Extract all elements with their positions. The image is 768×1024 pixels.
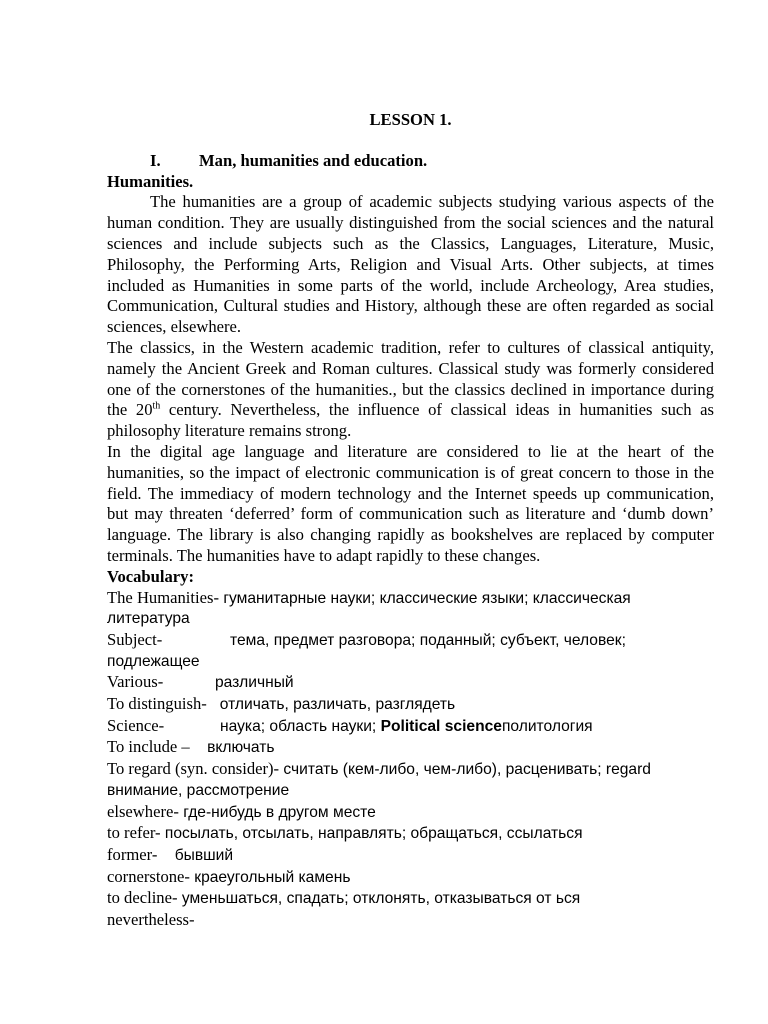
vocab-term: elsewhere- [107, 801, 179, 821]
vocab-item [107, 694, 714, 716]
vocab-term: nevertheless- [107, 910, 195, 930]
vocab-item [107, 737, 714, 759]
vocab-term: to decline- [107, 888, 178, 908]
vocab-item [107, 672, 714, 694]
document-page [107, 110, 714, 932]
vocab-term: former- [107, 844, 158, 864]
paragraph-2-text-end: century. Nevertheless, the influence of classical ideas in humanities such as philosophy literature remains strong. [107, 400, 714, 441]
section-heading [107, 151, 714, 172]
vocab-term: To distinguish- [107, 694, 207, 714]
vocab-term: The Humanities- [107, 587, 219, 607]
vocab-definition: отличать, различать, разглядеть [219, 696, 456, 714]
humanities-heading: Humanities. [107, 171, 194, 191]
vocab-definition: тема, предмет разговора; поданный; субъект, человек; подлежащее [107, 631, 626, 670]
lesson-title: LESSON 1. [369, 110, 452, 129]
vocab-definition: краеугольный камень [189, 868, 351, 886]
vocabulary-title: Vocabulary: [107, 566, 194, 586]
vocab-item [107, 759, 714, 801]
vocab-definition: посылать, отсылать, направлять; обращаться, ссылаться [160, 825, 583, 843]
vocab-item [107, 888, 714, 910]
vocab-definition: различный [215, 674, 294, 692]
vocab-definition: уменьшаться, спадать; отклонять, отказываться от ься [177, 890, 581, 908]
section-title: Man, humanities and education. [199, 150, 428, 170]
superscript-th: th [152, 400, 161, 412]
section-number: I. [150, 150, 161, 170]
vocab-item [107, 867, 714, 889]
vocab-item [107, 845, 714, 867]
vocab-item [107, 630, 714, 672]
vocab-definition: где-нибудь в другом месте [178, 803, 376, 821]
paragraph-2-text: The classics, in the Western academic tradition, refer to cultures of classical antiquity, namely the Ancient Greek and Roman cultures. Classical study was formerly considered one of the cornerstones of the humanities., but the classics declined in importance during the 20 [107, 337, 714, 420]
paragraph-2 [107, 338, 714, 442]
vocab-term: to refer- [107, 823, 161, 843]
vocab-term: To regard (syn. consider)- [107, 759, 280, 779]
vocab-term: Various- [107, 672, 164, 692]
paragraph-3: In the digital age language and literature are considered to lie at the heart of the humanities, so the impact of electronic communication is of great concern to those in the field. The immediacy of modern technology and the Internet speeds up communication, but may threaten ‘deferred’ form of communication such as literature and ‘dumb down’ language. The library is also changing rapidly as bookshelves are replaced by computer terminals. The humanities have to adapt rapidly to these changes. [107, 441, 714, 565]
vocab-bold-term: Political science [380, 717, 502, 735]
vocab-definition-after: политология [501, 717, 593, 735]
vocab-definition: наука; область науки; [220, 717, 381, 735]
vocab-item [107, 588, 714, 630]
vocab-definition: считать (кем-либо, чем-либо), расценивать; regard внимание, рассмотрение [107, 761, 651, 799]
vocab-item [107, 802, 714, 824]
vocab-item [107, 716, 714, 738]
vocab-term: Subject- [107, 629, 163, 649]
vocab-definition: включать [207, 739, 275, 757]
vocab-item [107, 910, 714, 932]
vocabulary-list [107, 588, 714, 932]
vocab-item [107, 823, 714, 845]
vocab-term: Science- [107, 715, 165, 735]
vocab-definition: гуманитарные науки; классические языки; классическая литература [107, 589, 631, 628]
vocab-definition: бывший [174, 846, 234, 864]
vocab-term: cornerstone- [107, 866, 190, 886]
paragraph-1: The humanities are a group of academic subjects studying various aspects of the human condition. They are usually distinguished from the social sciences and the natural sciences and include subjects such as the Classics, Languages, Literature, Music, Philosophy, the Performing Arts, Religion and Visual Arts. Other subjects, at times included as Humanities in some parts of the world, include Archeology, Area studies, Communication, Cultural studies and History, although these are often regarded as social sciences, elsewhere. [107, 192, 714, 337]
vocab-term: To include – [107, 737, 190, 757]
